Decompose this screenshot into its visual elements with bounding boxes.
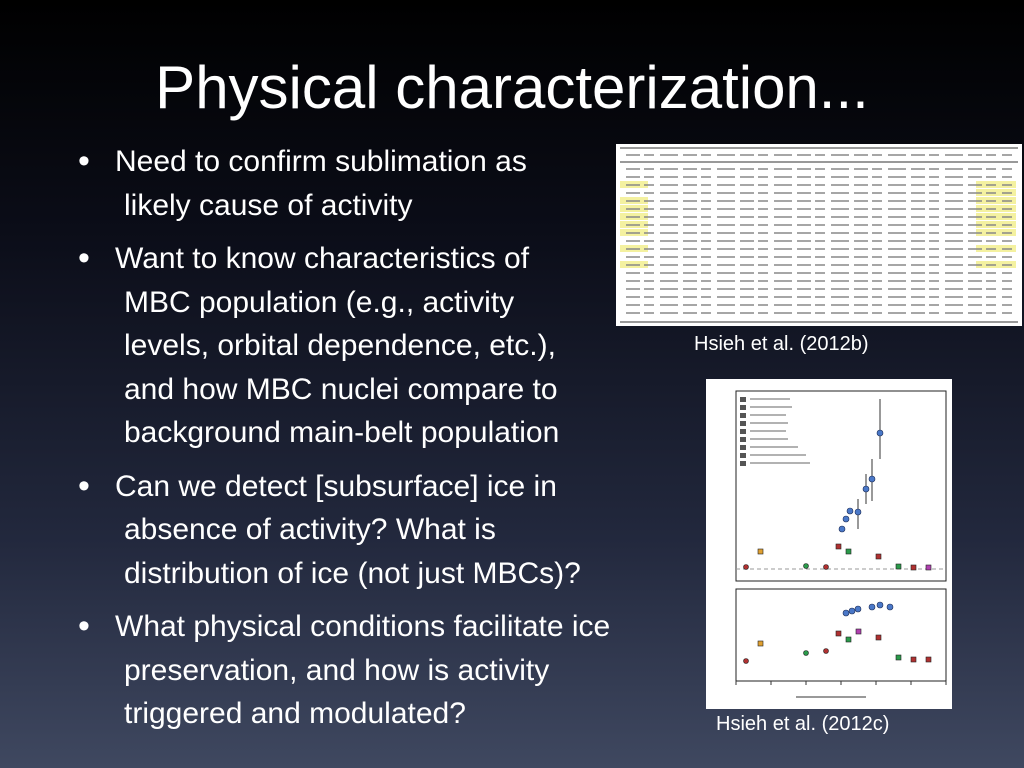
bullet-line: Need to confirm sublimation as bbox=[115, 145, 527, 178]
bullet-dot-icon: • bbox=[78, 466, 90, 505]
bullet-dot-icon: • bbox=[78, 142, 90, 180]
bullet-dot-icon: • bbox=[78, 607, 90, 645]
bullet-line: likely cause of activity bbox=[124, 188, 413, 222]
bullet-item bbox=[78, 605, 718, 736]
figure-caption: Hsieh et al. (2012c) bbox=[716, 713, 890, 735]
bullet-dot-icon: • bbox=[78, 239, 90, 277]
bullet-item bbox=[78, 465, 718, 596]
bullet-line: preservation, and how is activity bbox=[124, 653, 550, 687]
bullet-line: distribution of ice (not just MBCs)? bbox=[124, 556, 581, 590]
figure-caption: Hsieh et al. (2012b) bbox=[694, 333, 869, 355]
observation-table-figure bbox=[616, 144, 1022, 326]
slide-title: Physical characterization... bbox=[155, 54, 869, 121]
bullet-line: absence of activity? What is bbox=[124, 513, 496, 546]
bullet-line: and how MBC nuclei compare to bbox=[124, 372, 558, 406]
bullet-line: What physical conditions facilitate ice bbox=[115, 610, 611, 643]
bullet-line: Can we detect [subsurface] ice in bbox=[115, 469, 557, 503]
bullet-line: triggered and modulated? bbox=[124, 697, 466, 730]
bullet-line: levels, orbital dependence, etc.), bbox=[124, 329, 556, 362]
bullet-line: background main-belt population bbox=[124, 416, 560, 449]
activity-plot-graphic bbox=[706, 379, 952, 709]
observation-table-graphic bbox=[616, 144, 1022, 326]
bullet-line: Want to know characteristics of bbox=[115, 242, 530, 275]
bullet-line: MBC population (e.g., activity bbox=[124, 285, 515, 319]
activity-plot-figure bbox=[706, 379, 952, 709]
